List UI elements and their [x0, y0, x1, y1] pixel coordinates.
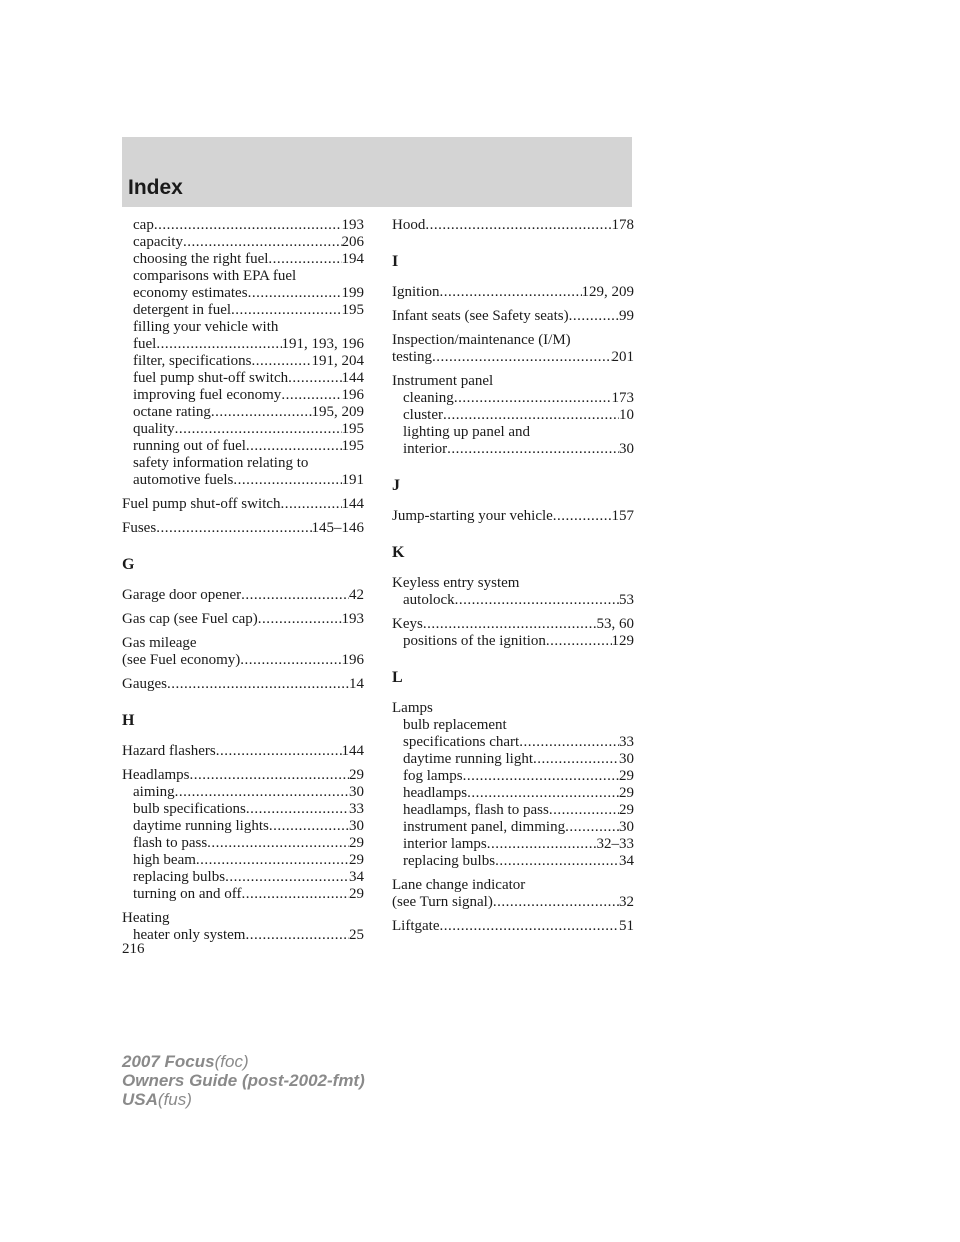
- footer-line-3: [122, 1090, 365, 1109]
- index-subentry: [122, 784, 364, 801]
- entry-term: replacing bulbs: [133, 869, 226, 885]
- entry-term: Fuses: [122, 520, 157, 536]
- index-letter-heading: L: [392, 669, 403, 686]
- dot-leader: [495, 853, 619, 870]
- entry-page-ref: 194: [341, 251, 364, 267]
- entry-term: Fuel pump shut-off switch: [122, 496, 281, 512]
- dot-leader: [175, 784, 349, 801]
- dot-leader: [443, 407, 619, 424]
- entry-page-ref: 191, 193, 196: [281, 336, 364, 352]
- index-entry: [392, 918, 634, 935]
- dot-leader: [268, 251, 341, 268]
- index-subentry: [122, 302, 364, 319]
- index-subentry: [122, 370, 364, 387]
- entry-term: fuel pump shut-off switch: [133, 370, 289, 386]
- entry-page-ref: 29: [349, 852, 364, 868]
- index-subentry: [392, 592, 634, 609]
- dot-leader: [196, 852, 349, 869]
- entry-term: quality: [133, 421, 175, 437]
- entry-term: Keys: [392, 616, 423, 632]
- index-subentry: [122, 472, 364, 489]
- index-entry: [122, 743, 364, 760]
- index-entry: [122, 652, 364, 669]
- index-subentry: [122, 336, 364, 353]
- entry-page-ref: 199: [341, 285, 364, 301]
- dot-leader: [167, 676, 349, 693]
- entry-page-ref: 178: [611, 217, 634, 233]
- dot-leader: [439, 918, 619, 935]
- footer-line-2: [122, 1071, 365, 1090]
- index-subentry: [122, 285, 364, 302]
- dot-leader: [463, 768, 619, 785]
- index-subentry: [122, 251, 364, 268]
- entry-page-ref: 30: [619, 751, 634, 767]
- entry-term: lighting up panel and: [403, 424, 531, 440]
- dot-leader: [156, 336, 281, 353]
- index-entry: [392, 894, 634, 911]
- entry-page-ref: 129: [611, 633, 634, 649]
- entry-page-ref: 195: [341, 302, 364, 318]
- entry-page-ref: 29: [349, 886, 364, 902]
- entry-term: aiming: [133, 784, 175, 800]
- entry-page-ref: 53, 60: [596, 616, 634, 632]
- entry-term: filling your vehicle with: [133, 319, 279, 335]
- entry-term: instrument panel, dimming: [403, 819, 566, 835]
- index-subentry: [122, 886, 364, 903]
- entry-page-ref: 145–146: [311, 520, 364, 536]
- entry-page-ref: 10: [619, 407, 634, 423]
- entry-term: choosing the right fuel: [133, 251, 269, 267]
- entry-term: Infant seats (see Safety seats): [392, 308, 569, 324]
- index-subentry: [122, 387, 364, 404]
- entry-page-ref: 42: [349, 587, 364, 603]
- entry-term: Instrument panel: [392, 373, 494, 389]
- dot-leader: [569, 308, 619, 325]
- entry-term: headlamps: [403, 785, 468, 801]
- dot-leader: [288, 370, 341, 387]
- index-subentry: [122, 927, 364, 944]
- index-subentry: [122, 234, 364, 251]
- entry-term: Heating: [122, 910, 170, 926]
- dot-leader: [553, 508, 612, 525]
- entry-page-ref: 144: [341, 370, 364, 386]
- index-subentry: [392, 717, 634, 734]
- index-subentry: [122, 801, 364, 818]
- entry-page-ref: 196: [341, 652, 364, 668]
- index-entry: [122, 496, 364, 513]
- index-subentry: [392, 390, 634, 407]
- entry-term: heater only system: [133, 927, 246, 943]
- dot-leader: [546, 633, 612, 650]
- dot-leader: [455, 592, 619, 609]
- index-subentry: [122, 835, 364, 852]
- index-subentry: [392, 836, 634, 853]
- index-subentry: [122, 217, 364, 234]
- index-letter-heading: I: [392, 253, 399, 270]
- entry-page-ref: 33: [349, 801, 364, 817]
- index-letter-heading: J: [392, 477, 400, 494]
- dot-leader: [565, 819, 619, 836]
- dot-leader: [231, 302, 341, 319]
- dot-leader: [246, 438, 342, 455]
- index-entry: [122, 635, 364, 652]
- entry-term: Liftgate: [392, 918, 440, 934]
- entry-page-ref: 29: [349, 835, 364, 851]
- dot-leader: [156, 520, 311, 537]
- index-subentry: [392, 785, 634, 802]
- dot-leader: [211, 404, 312, 421]
- entry-term: daytime running lights: [133, 818, 269, 834]
- entry-term: capacity: [133, 234, 183, 250]
- entry-term: cleaning: [403, 390, 454, 406]
- entry-term: interior: [403, 441, 448, 457]
- entry-term: headlamps, flash to pass: [403, 802, 549, 818]
- entry-page-ref: 30: [619, 441, 634, 457]
- entry-page-ref: 195: [341, 421, 364, 437]
- dot-leader: [241, 886, 349, 903]
- dot-leader: [440, 284, 582, 301]
- dot-leader: [225, 869, 349, 886]
- index-subentry: [392, 819, 634, 836]
- dot-leader: [240, 652, 341, 669]
- entry-term: interior lamps: [403, 836, 487, 852]
- header-band: [122, 137, 632, 207]
- index-subentry: [392, 853, 634, 870]
- index-entry: [122, 910, 364, 927]
- entry-term: automotive fuels: [133, 472, 234, 488]
- index-entry: [392, 332, 634, 349]
- entry-page-ref: 30: [349, 784, 364, 800]
- entry-page-ref: 144: [341, 743, 364, 759]
- entry-page-ref: 173: [611, 390, 634, 406]
- dot-leader: [281, 387, 341, 404]
- index-subentry: [392, 407, 634, 424]
- index-entry: [122, 676, 364, 693]
- dot-leader: [423, 616, 597, 633]
- entry-term: Hood: [392, 217, 426, 233]
- entry-term: replacing bulbs: [403, 853, 496, 869]
- index-entry: [392, 700, 634, 717]
- footer-model: 2007 Focus: [122, 1052, 215, 1071]
- entry-page-ref: 195, 209: [311, 404, 364, 420]
- footer-model-code: (foc): [214, 1052, 249, 1071]
- entry-term: high beam: [133, 852, 196, 868]
- dot-leader: [183, 234, 342, 251]
- dot-leader: [207, 835, 349, 852]
- entry-term: (see Fuel economy): [122, 652, 241, 668]
- index-subentry: [392, 802, 634, 819]
- index-subentry: [122, 319, 364, 336]
- entry-term: cluster: [403, 407, 443, 423]
- entry-term: fog lamps: [403, 768, 463, 784]
- index-subentry: [392, 424, 634, 441]
- entry-term: bulb specifications: [133, 801, 246, 817]
- dot-leader: [216, 743, 342, 760]
- entry-page-ref: 196: [341, 387, 364, 403]
- entry-term: Ignition: [392, 284, 440, 300]
- dot-leader: [248, 285, 342, 302]
- index-subentry: [122, 268, 364, 285]
- entry-term: Hazard flashers: [122, 743, 216, 759]
- entry-term: cap: [133, 217, 154, 233]
- entry-page-ref: 195: [341, 438, 364, 454]
- entry-term: Headlamps: [122, 767, 190, 783]
- dot-leader: [154, 217, 342, 234]
- entry-page-ref: 32–33: [596, 836, 634, 852]
- entry-term: detergent in fuel: [133, 302, 232, 318]
- index-column-right: [392, 217, 634, 935]
- index-letter-heading: K: [392, 544, 405, 561]
- entry-page-ref: 193: [341, 611, 364, 627]
- index-entry: [392, 508, 634, 525]
- entry-page-ref: 30: [619, 819, 634, 835]
- entry-page-ref: 34: [619, 853, 634, 869]
- entry-term: testing: [392, 349, 432, 365]
- entry-term: Gas mileage: [122, 635, 197, 651]
- dot-leader: [549, 802, 619, 819]
- entry-term: positions of the ignition: [403, 633, 546, 649]
- entry-page-ref: 99: [619, 308, 634, 324]
- dot-leader: [280, 496, 341, 513]
- dot-leader: [241, 587, 349, 604]
- index-subentry: [122, 353, 364, 370]
- entry-term: specifications chart: [403, 734, 520, 750]
- entry-page-ref: 144: [341, 496, 364, 512]
- index-letter-heading: H: [122, 712, 135, 729]
- footer-guide: Owners Guide (post-2002-fmt): [122, 1071, 365, 1090]
- entry-page-ref: 25: [349, 927, 364, 943]
- dot-leader: [252, 353, 312, 370]
- dot-leader: [175, 421, 342, 438]
- dot-leader: [189, 767, 349, 784]
- document-footer: [122, 1052, 365, 1109]
- entry-term: economy estimates: [133, 285, 248, 301]
- dot-leader: [246, 801, 349, 818]
- entry-term: (see Turn signal): [392, 894, 493, 910]
- entry-page-ref: 51: [619, 918, 634, 934]
- entry-page-ref: 14: [349, 676, 364, 692]
- entry-term: safety information relating to: [133, 455, 309, 471]
- dot-leader: [432, 349, 612, 366]
- index-subentry: [122, 818, 364, 835]
- entry-term: Gauges: [122, 676, 167, 692]
- dot-leader: [454, 390, 612, 407]
- index-entry: [392, 877, 634, 894]
- entry-page-ref: 29: [349, 767, 364, 783]
- entry-term: Gas cap (see Fuel cap): [122, 611, 258, 627]
- footer-market-code: (fus): [157, 1090, 192, 1109]
- footer-line-1: [122, 1052, 365, 1071]
- dot-leader: [533, 751, 619, 768]
- entry-term: Lane change indicator: [392, 877, 526, 893]
- index-entry: [122, 611, 364, 628]
- page-title: Index: [128, 176, 183, 199]
- index-entry: [392, 308, 634, 325]
- index-entry: [392, 373, 634, 390]
- index-subentry: [122, 421, 364, 438]
- entry-page-ref: 206: [341, 234, 364, 250]
- dot-leader: [467, 785, 619, 802]
- entry-page-ref: 34: [349, 869, 364, 885]
- index-subentry: [122, 869, 364, 886]
- index-subentry: [122, 404, 364, 421]
- dot-leader: [447, 441, 619, 458]
- entry-term: Keyless entry system: [392, 575, 520, 591]
- dot-leader: [258, 611, 342, 628]
- dot-leader: [487, 836, 597, 853]
- entry-term: autolock: [403, 592, 455, 608]
- index-subentry: [122, 438, 364, 455]
- dot-leader: [245, 927, 349, 944]
- index-entry: [122, 587, 364, 604]
- entry-page-ref: 33: [619, 734, 634, 750]
- dot-leader: [425, 217, 611, 234]
- index-letter-heading: G: [122, 556, 135, 573]
- entry-page-ref: 193: [341, 217, 364, 233]
- entry-term: filter, specifications: [133, 353, 252, 369]
- entry-page-ref: 201: [611, 349, 634, 365]
- entry-term: Garage door opener: [122, 587, 242, 603]
- index-subentry: [392, 441, 634, 458]
- index-subentry: [392, 734, 634, 751]
- entry-page-ref: 30: [349, 818, 364, 834]
- entry-page-ref: 191, 204: [311, 353, 364, 369]
- index-entry: [392, 575, 634, 592]
- entry-page-ref: 157: [611, 508, 634, 524]
- index-subentry: [122, 852, 364, 869]
- footer-market: USA: [122, 1090, 158, 1109]
- entry-page-ref: 29: [619, 785, 634, 801]
- entry-term: flash to pass: [133, 835, 208, 851]
- index-subentry: [122, 455, 364, 472]
- index-entry: [392, 616, 634, 633]
- entry-page-ref: 32: [619, 894, 634, 910]
- entry-page-ref: 29: [619, 768, 634, 784]
- dot-leader: [269, 818, 349, 835]
- entry-page-ref: 129, 209: [581, 284, 634, 300]
- dot-leader: [519, 734, 619, 751]
- index-entry: [122, 520, 364, 537]
- entry-page-ref: 53: [619, 592, 634, 608]
- entry-page-ref: 191: [341, 472, 364, 488]
- entry-term: bulb replacement: [403, 717, 507, 733]
- index-subentry: [392, 768, 634, 785]
- page-number: 216: [122, 941, 145, 957]
- entry-term: turning on and off: [133, 886, 242, 902]
- entry-term: improving fuel economy: [133, 387, 282, 403]
- index-column-left: [122, 217, 364, 944]
- index-entry: [122, 767, 364, 784]
- entry-term: fuel: [133, 336, 157, 352]
- entry-term: daytime running light: [403, 751, 533, 767]
- index-entry: [392, 349, 634, 366]
- index-entry: [392, 284, 634, 301]
- index-entry: [392, 217, 634, 234]
- dot-leader: [233, 472, 341, 489]
- dot-leader: [493, 894, 619, 911]
- entry-page-ref: 29: [619, 802, 634, 818]
- entry-term: running out of fuel: [133, 438, 246, 454]
- entry-term: octane rating: [133, 404, 211, 420]
- entry-term: Inspection/maintenance (I/M): [392, 332, 571, 348]
- entry-term: Lamps: [392, 700, 433, 716]
- index-subentry: [392, 751, 634, 768]
- entry-term: Jump-starting your vehicle: [392, 508, 553, 524]
- index-subentry: [392, 633, 634, 650]
- entry-term: comparisons with EPA fuel: [133, 268, 297, 284]
